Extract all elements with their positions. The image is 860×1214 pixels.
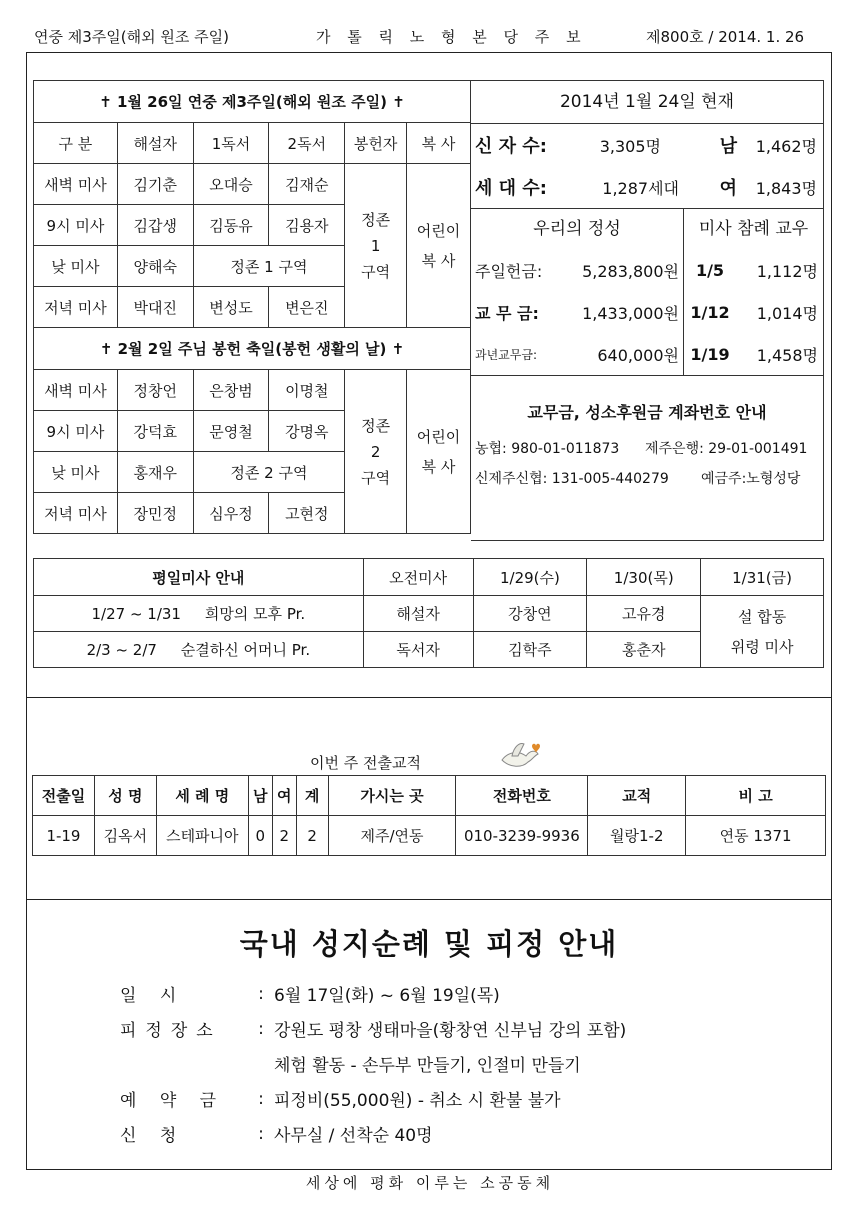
col-header: 봉헌자 <box>345 123 407 164</box>
transfer-header: 비 고 <box>686 776 826 816</box>
offering-row <box>471 333 683 375</box>
mass-name: 낮 미사 <box>34 246 118 287</box>
offering-value: 640,000원 <box>597 345 679 365</box>
weekday-mass-table <box>33 558 824 668</box>
accounts-line <box>471 468 823 498</box>
reader1: 심우정 <box>193 493 269 534</box>
transfer-cell: 2 <box>272 816 296 856</box>
male-value: 1,462명 <box>755 136 817 156</box>
weekday-date: 1/31(금) <box>701 559 824 596</box>
col-header: 복 사 <box>407 123 471 164</box>
reader1: 김동유 <box>193 205 269 246</box>
reader2: 고현정 <box>269 493 345 534</box>
offering-attendance <box>471 209 823 376</box>
reader1: 은창범 <box>193 370 269 411</box>
account-jeju: 제주은행: 29-01-001491 <box>645 441 808 457</box>
commentator: 양해숙 <box>117 246 193 287</box>
transfer-cell: 연동 1371 <box>686 816 826 856</box>
offering-label: 주일헌금: <box>475 261 543 281</box>
commentator: 김기춘 <box>117 164 193 205</box>
offering-row <box>471 249 683 291</box>
female-value: 1,843명 <box>755 178 817 198</box>
colon: : <box>258 983 264 1004</box>
female-label: 여 <box>719 178 737 199</box>
bulletin-title: 가 톨 릭 노 형 본 당 주 보 <box>316 28 587 46</box>
pilgrimage-item <box>120 1046 626 1081</box>
offering-value: 1,433,000원 <box>582 303 679 323</box>
item-value: 강원도 평창 생태마을(황창연 신부님 강의 포함) <box>274 1021 627 1041</box>
offerer-line: 1 <box>370 236 381 255</box>
attendance-row <box>684 249 823 291</box>
reader1: 변성도 <box>193 287 269 328</box>
role: 독서자 <box>363 632 473 668</box>
footer-motto: 세상에 평화 이루는 소공동체 <box>305 1174 555 1192</box>
pilgrimage-item <box>120 1011 626 1046</box>
households-row <box>471 166 823 209</box>
attendance-title: 미사 참례 교우 <box>698 219 809 239</box>
colon: : <box>258 1088 264 1109</box>
role: 해설자 <box>363 596 473 632</box>
account-holder: 예금주:노형성당 <box>701 471 801 487</box>
attendance-row <box>684 291 823 333</box>
weekday-period-row <box>34 596 364 632</box>
attendance-date: 1/12 <box>690 302 730 322</box>
members-value: 3,305명 <box>599 136 661 156</box>
pilgrimage-title: 국내 성지순례 및 피정 안내 <box>239 927 619 961</box>
transfer-title: 이번 주 전출교적 <box>310 754 421 772</box>
transfer-cell: 2 <box>296 816 328 856</box>
readers-merged: 정존 1 구역 <box>193 246 345 287</box>
offerer-line: 정존 <box>361 416 391 435</box>
server-line: 어린이 <box>416 427 461 446</box>
col-header: 1독서 <box>193 123 269 164</box>
transfer-header: 전화번호 <box>456 776 588 816</box>
account-nh: 농협: 980-01-011873 <box>475 441 620 457</box>
stats-date: 2014년 1월 24일 현재 <box>471 81 823 124</box>
transfer-header: 교적 <box>588 776 686 816</box>
period: 2/3 ~ 2/7 <box>86 641 157 659</box>
schedule1-title: ✝ 1월 26일 연중 제3주일(해외 원조 주일) ✝ <box>34 81 471 123</box>
reader2: 김용자 <box>269 205 345 246</box>
mass-name: 낮 미사 <box>34 452 118 493</box>
person: 강창연 <box>473 596 587 632</box>
morning-mass: 오전미사 <box>363 559 473 596</box>
transfer-cell: 월랑1-2 <box>588 816 686 856</box>
transfer-header: 여 <box>272 776 296 816</box>
transfer-header: 전출일 <box>33 776 95 816</box>
account-shinhyup: 신제주신협: 131-005-440279 <box>475 471 669 487</box>
period: 1/27 ~ 1/31 <box>91 605 181 623</box>
person: 고유경 <box>587 596 701 632</box>
mass-name: 9시 미사 <box>34 205 118 246</box>
commentator: 김갑생 <box>117 205 193 246</box>
households-label: 세 대 수: <box>475 178 547 199</box>
offering-value: 5,283,800원 <box>582 261 679 281</box>
accounts-title: 교무금, 성소후원금 계좌번호 안내 <box>527 403 767 422</box>
offerer-line: 2 <box>370 442 381 461</box>
mass-name: 저녁 미사 <box>34 493 118 534</box>
server-line: 복 사 <box>421 457 456 476</box>
transfer-cell: 010-3239-9936 <box>456 816 588 856</box>
server-cell <box>407 370 471 534</box>
pilgrimage-item <box>120 976 626 1011</box>
col-header: 구 분 <box>34 123 118 164</box>
server-line: 복 사 <box>421 251 456 270</box>
pilgrimage-list <box>120 976 626 1151</box>
dove-icon <box>498 738 544 772</box>
attendance-date: 1/5 <box>695 260 725 280</box>
transfer-cell: 0 <box>248 816 272 856</box>
colon: : <box>258 1018 264 1039</box>
item-key: 일 시 <box>120 986 186 1006</box>
mass-name: 저녁 미사 <box>34 287 118 328</box>
weekday-date: 1/30(목) <box>587 559 701 596</box>
male-label: 남 <box>719 136 737 157</box>
transfer-header: 계 <box>296 776 328 816</box>
special-line: 설 합동 <box>737 607 787 626</box>
person: 홍춘자 <box>587 632 701 668</box>
transfer-header: 성 명 <box>94 776 156 816</box>
item-key: 신 청 <box>120 1126 186 1146</box>
attendance-value: 1,112명 <box>756 261 818 281</box>
transfer-cell: 김옥서 <box>94 816 156 856</box>
commentator: 강덕효 <box>117 411 193 452</box>
person: 김학주 <box>473 632 587 668</box>
weekday-period-row <box>34 632 364 668</box>
offerer-line: 정존 <box>361 210 391 229</box>
transfer-header: 세 례 명 <box>156 776 248 816</box>
commentator: 박대진 <box>117 287 193 328</box>
offerer-cell <box>345 164 407 328</box>
special-mass <box>701 596 824 668</box>
commentator: 홍재우 <box>117 452 193 493</box>
transfer-cell: 1-19 <box>33 816 95 856</box>
households-value: 1,287세대 <box>602 178 679 198</box>
pilgrimage-item <box>120 1116 626 1151</box>
transfer-table <box>32 775 826 856</box>
col-header: 해설자 <box>117 123 193 164</box>
transfer-cell: 스테파니아 <box>156 816 248 856</box>
accounts-box <box>471 376 823 498</box>
attendance-row <box>684 333 823 375</box>
attendance-box <box>684 209 823 375</box>
offering-label: 교 무 금: <box>475 303 539 323</box>
offering-box <box>471 209 684 375</box>
issue-info: 제800호 / 2014. 1. 26 <box>646 28 805 46</box>
transfer-cell: 제주/연동 <box>328 816 456 856</box>
item-key: 피정장소 <box>120 1021 222 1041</box>
offering-row <box>471 291 683 333</box>
reader1: 오대승 <box>193 164 269 205</box>
schedule2-title: ✝ 2월 2일 주님 봉헌 축일(봉헌 생활의 날) ✝ <box>34 328 471 370</box>
server-line: 어린이 <box>416 221 461 240</box>
reader2: 강명옥 <box>269 411 345 452</box>
section-divider <box>26 697 832 698</box>
reader2: 이명철 <box>269 370 345 411</box>
transfer-header: 남 <box>248 776 272 816</box>
offering-title: 우리의 정성 <box>533 219 621 239</box>
header-left: 연중 제3주일(해외 원조 주일) <box>34 28 229 46</box>
item-value: 피정비(55,000원) - 취소 시 환불 불가 <box>274 1091 561 1111</box>
mass-name: 새벽 미사 <box>34 164 118 205</box>
offerer-cell <box>345 370 407 534</box>
section-divider <box>26 899 832 900</box>
item-value: 체험 활동 - 손두부 만들기, 인절미 만들기 <box>274 1056 581 1076</box>
accounts-line <box>471 438 823 468</box>
offerer-line: 구역 <box>361 262 391 281</box>
transfer-header: 가시는 곳 <box>328 776 456 816</box>
offering-label: 과년교무금: <box>475 347 538 362</box>
attendance-date: 1/19 <box>690 344 730 364</box>
special-line: 위령 미사 <box>730 637 794 656</box>
commentator: 장민정 <box>117 493 193 534</box>
reader2: 변은진 <box>269 287 345 328</box>
mass-name: 9시 미사 <box>34 411 118 452</box>
commentator: 정창언 <box>117 370 193 411</box>
members-label: 신 자 수: <box>475 136 547 157</box>
weekday-date: 1/29(수) <box>473 559 587 596</box>
item-value: 6월 17일(화) ~ 6월 19일(목) <box>274 986 500 1006</box>
info-panel <box>471 80 824 541</box>
readers-merged: 정존 2 구역 <box>193 452 345 493</box>
attendance-value: 1,014명 <box>756 303 818 323</box>
mass-schedule-table <box>33 80 471 534</box>
weekday-title: 평일미사 안내 <box>34 559 364 596</box>
reader2: 김재순 <box>269 164 345 205</box>
server-cell <box>407 164 471 328</box>
reader1: 문영철 <box>193 411 269 452</box>
col-header: 2독서 <box>269 123 345 164</box>
pilgrimage-item <box>120 1081 626 1116</box>
members-row <box>471 124 823 166</box>
offerer-line: 구역 <box>361 468 391 487</box>
intention: 희망의 모후 Pr. <box>204 605 306 623</box>
intention: 순결하신 어머니 Pr. <box>180 641 311 659</box>
attendance-value: 1,458명 <box>756 345 818 365</box>
colon: : <box>258 1123 264 1144</box>
item-key: 예 약 금 <box>120 1091 226 1111</box>
mass-name: 새벽 미사 <box>34 370 118 411</box>
item-value: 사무실 / 선착순 40명 <box>274 1126 433 1146</box>
